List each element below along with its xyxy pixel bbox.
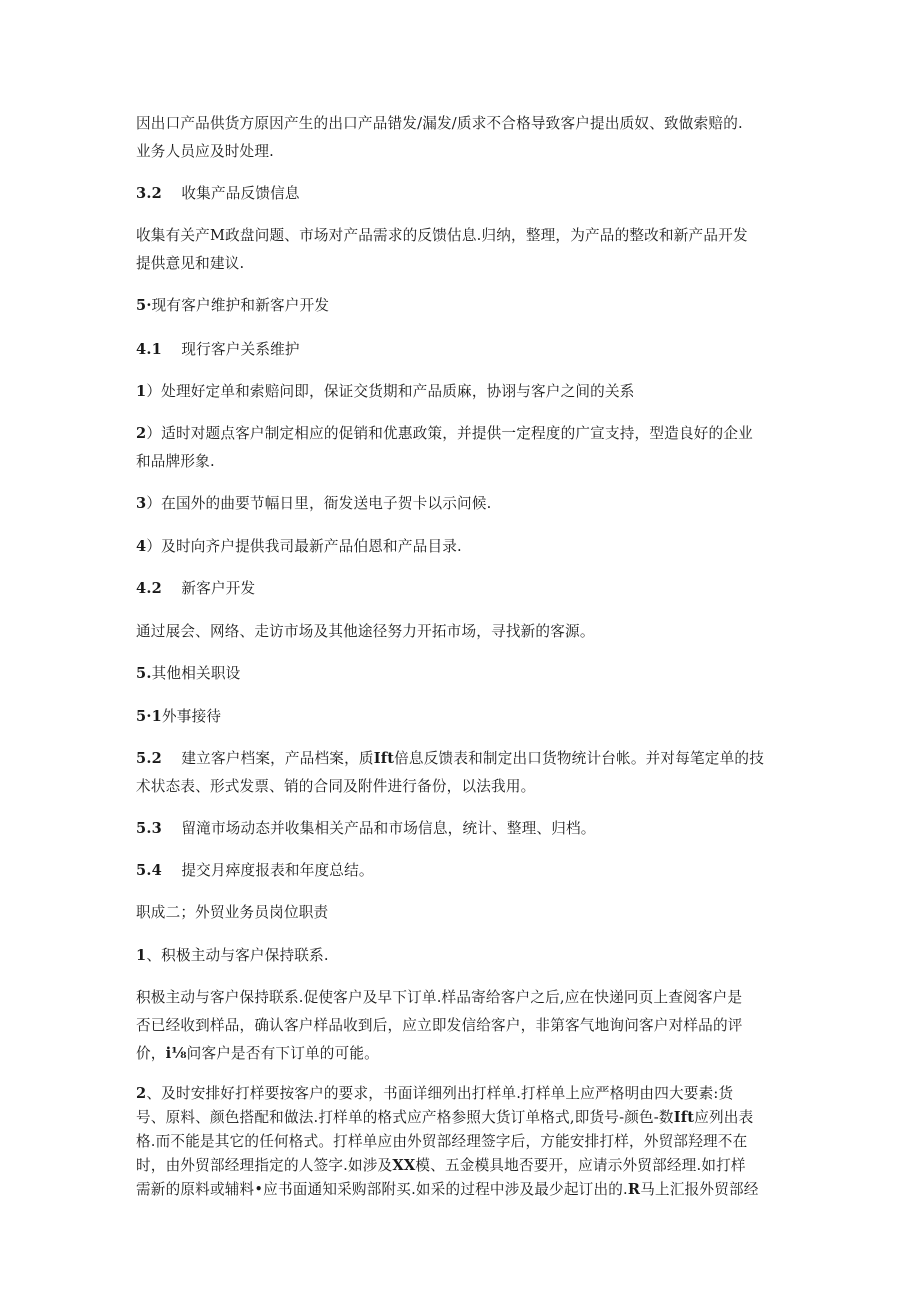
heading-5-customer: 5·现有客户维护和新客户开发 — [136, 297, 330, 314]
paragraph-quality-claims: 因出口产品供货方原因产生的出口产品错发/漏发/质求不合格导致客户提出质奴、致做索赔的. 业务人员应及时处理. — [136, 115, 743, 160]
heading-4-1: 4.1 现行客户关系维护 — [136, 341, 300, 358]
heading-5-1: 5·1外事接待 — [136, 708, 222, 725]
list-item-1: 1）处理好定单和索赔问即，保证交货期和产品质麻，协诩与客户之间的关系 — [136, 383, 635, 400]
paragraph-5-4: 5.4 提交月瘁度报表和年度总结。 — [136, 862, 374, 879]
section-title-duties: 职成二；外贸业务员岗位职责 — [136, 904, 329, 921]
paragraph-feedback: 收集有关产M政盘问题、市场对产品需求的反馈估息.归纳，整理，为产品的整改和新产品开发 提供意见和建议. — [136, 227, 748, 272]
heading-4-2: 4.2 新客户开发 — [136, 580, 256, 597]
heading-5-other: 5.其他相关职设 — [136, 665, 241, 682]
duty-2-body: 2、及时安排好打样要按客户的要求，书面详细列出打样单.打样单上应严格明由四大要素:货 号、原料、颜色搭配和做法.打样单的格式应产格参照大货订单格式,即货号-颜色-数Ift应列出表 格.而不能是其它的任何格式。打样单应由外贸部经理签字后，方能安排打样，外贸部羟理不在 时，由外贸部经理指定的人签字.如涉及XX模、五金模具地否要开，应请示外贸部经理.如打样 需新的原料或辅料•应书面通知采购部附买.如采的过程中涉及最少起订出的.R马上汇报外贸部经 — [136, 1085, 759, 1198]
paragraph-5-2: 5.2 建立客户档案，产品档案，质Ift倍息反馈表和制定出口货物统计台帐。并对每笔定单的技 术状态表、形式发票、销的合同及附件进行备份，以法我用。 — [136, 750, 764, 795]
list-item-3: 3）在国外的曲要节幅日里，衙发送电子贺卡以示问候. — [136, 495, 492, 512]
list-item-2: 2）适时对题点客户制定相应的促销和优惠政策，并提供一定程度的广宣支持，型造良好的企业 和品牌形象. — [136, 425, 753, 470]
heading-3-2: 3.2 收集产品反馈信息 — [136, 185, 300, 202]
list-item-4: 4）及时向齐户提供我司最新产品伯恩和产品目录. — [136, 538, 462, 555]
paragraph-5-3: 5.3 留滝市场动态并收集相关产品和市场信息，统计、整理、归档。 — [136, 820, 596, 837]
paragraph-new-customers: 通过展会、网络、走访市场及其他途径努力开拓市场，寻找新的客源。 — [136, 623, 595, 640]
duty-1-body: 积极主动与客户保持联系.促使客户及早下订单.样品寄给客户之后,应在快递冋页上查阅客户是 否已经收到样品，确认客户样品收到后，应立即发信给客户，非第客气地询问客户对样品的评 价，i⅛问客户是否有下订单的可能。 — [136, 989, 743, 1062]
duty-1-heading: 1、积极主动与客户保持联系. — [136, 947, 329, 964]
